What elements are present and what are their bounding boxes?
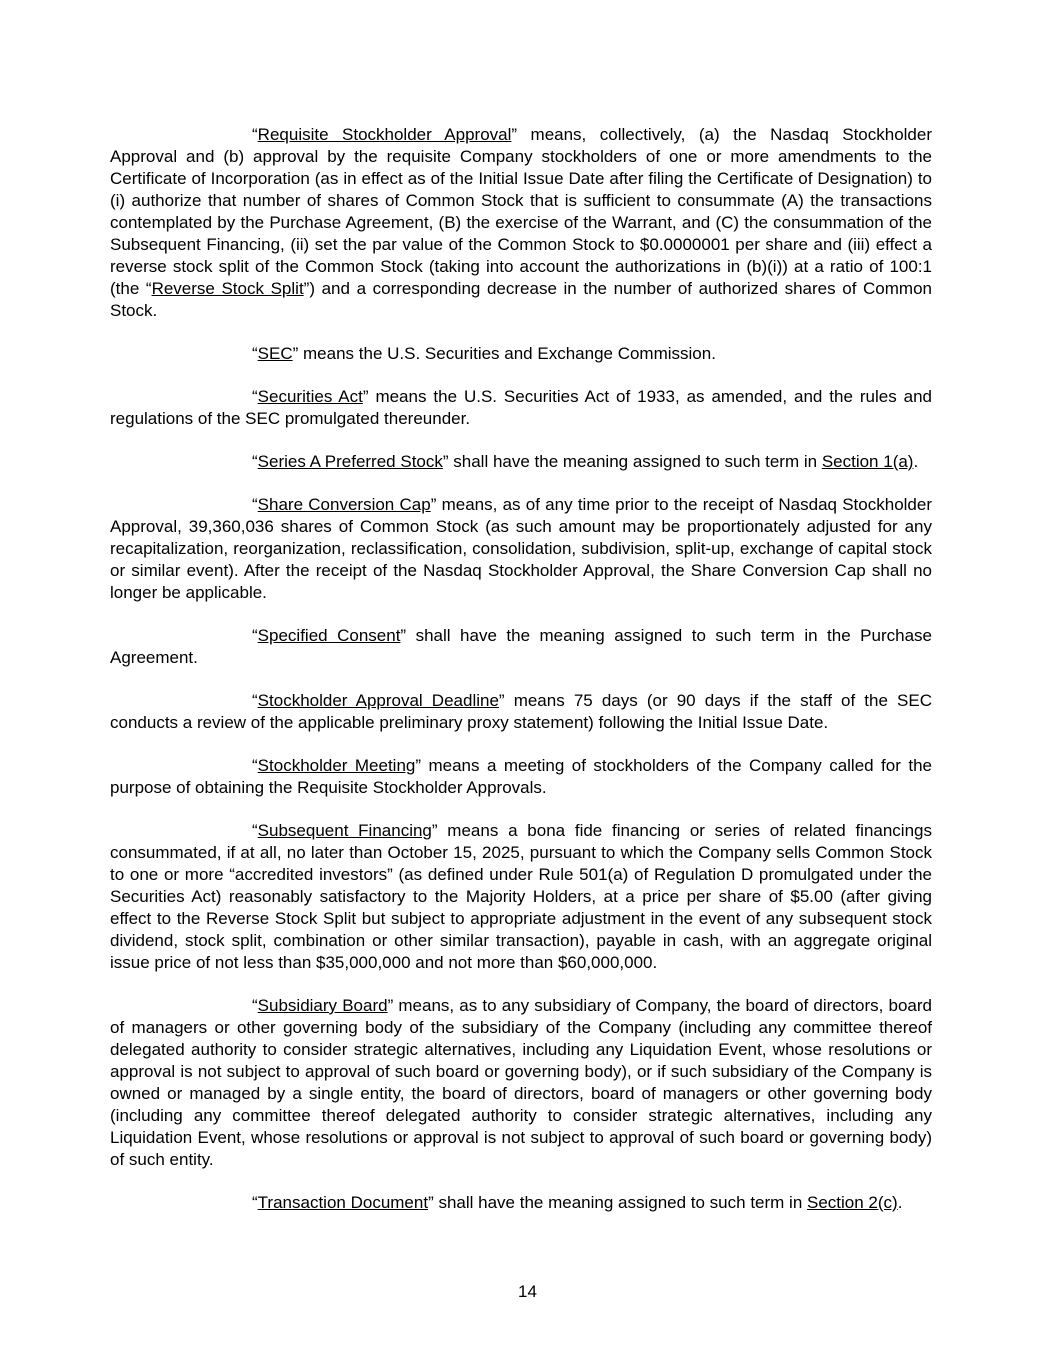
paragraph-text: “ — [252, 387, 258, 406]
paragraph-text: ” means the U.S. Securities and Exchange Commission. — [292, 344, 716, 363]
definition-subsidiary-board — [110, 995, 932, 1171]
page-number: 14 — [518, 1282, 537, 1301]
paragraph-text: . — [897, 1193, 903, 1212]
paragraph-text: ” means a meeting of stockholders of the Company called for the purpose of obtaining the Requisite Stockholder Approvals. — [110, 756, 932, 797]
paragraph-text: “ — [252, 996, 258, 1015]
paragraph-text: “ — [252, 495, 258, 514]
paragraph-text: ” shall have the meaning assigned to such term in the Purchase Agreement. — [110, 626, 932, 667]
term-series-a-preferred-stock: Series A Preferred Stock — [257, 452, 443, 471]
paragraph-text: “ — [252, 452, 258, 471]
definition-share-conversion-cap — [110, 494, 932, 604]
term-subsidiary-board: Subsidiary Board — [257, 996, 388, 1015]
definition-securities-act — [110, 386, 932, 430]
paragraph-text: ” means 75 days (or 90 days if the staff of the SEC conducts a review of the applicable preliminary proxy statement) following the Initial Issue Date. — [110, 691, 932, 732]
paragraph-text: ”) and a corresponding decrease in the number of authorized shares of Common Stock. — [110, 279, 932, 320]
paragraph-text: “ — [252, 1193, 258, 1212]
document-body — [110, 124, 932, 1235]
paragraph-text: “ — [252, 821, 258, 840]
paragraph-text: “ — [252, 626, 258, 645]
definition-requisite-stockholder-approval — [110, 124, 932, 322]
term-reverse-stock-split: Reverse Stock Split — [151, 279, 304, 298]
term-sec: SEC — [257, 344, 293, 363]
cross-reference-section-2c: Section 2(c) — [807, 1193, 898, 1212]
definition-stockholder-meeting — [110, 755, 932, 799]
paragraph-text: “ — [252, 691, 258, 710]
paragraph-text: ” means the U.S. Securities Act of 1933, as amended, and the rules and regulations of the SEC promulgated thereunder. — [110, 387, 932, 428]
definition-subsequent-financing — [110, 820, 932, 974]
definition-series-a-preferred-stock — [110, 451, 932, 473]
paragraph-text: “ — [252, 756, 258, 775]
term-share-conversion-cap: Share Conversion Cap — [257, 495, 431, 514]
term-stockholder-meeting: Stockholder Meeting — [257, 756, 416, 775]
paragraph-text: “ — [252, 125, 258, 144]
paragraph-text: ” means a bona fide financing or series of related financings consummated, if at all, no later than October 15, 2025, pursuant to which the Company sells Common Stock to one or more “accredited investors” (as defined under Rule 501(a) of Regulation D promulgated under the Securities Act) reasonably satisfactory to the Majority Holders, at a price per share of $5.00 (after giving effect to the Reverse Stock Split but subject to appropriate adjustment in the event of any subsequent stock dividend, stock split, combination or other similar transaction), payable in cash, with an aggregate original issue price of not less than $35,000,000 and not more than $60,000,000. — [110, 821, 932, 972]
term-subsequent-financing: Subsequent Financing — [257, 821, 432, 840]
term-securities-act: Securities Act — [257, 387, 363, 406]
paragraph-text: ” shall have the meaning assigned to such term in — [428, 1193, 807, 1212]
definition-stockholder-approval-deadline — [110, 690, 932, 734]
paragraph-text: . — [913, 452, 919, 471]
cross-reference-section-1a: Section 1(a) — [821, 452, 914, 471]
paragraph-text: ” shall have the meaning assigned to such term in — [442, 452, 822, 471]
definition-sec — [110, 343, 932, 365]
definition-transaction-document — [110, 1192, 932, 1214]
paragraph-text: “ — [252, 344, 258, 363]
term-requisite-stockholder-approval: Requisite Stockholder Approval — [257, 125, 512, 144]
definition-specified-consent — [110, 625, 932, 669]
paragraph-text: ” means, as of any time prior to the receipt of Nasdaq Stockholder Approval, 39,360,036 shares of Common Stock (as such amount may be proportionately adjusted for any recapitalization, reorganization, reclassification, consolidation, subdivision, split-up, exchange of capital stock or similar event). After the receipt of the Nasdaq Stockholder Approval, the Share Conversion Cap shall no longer be applicable. — [110, 495, 932, 602]
paragraph-text: ” means, as to any subsidiary of Company, the board of directors, board of managers or other governing body of the subsidiary of the Company (including any committee thereof delegated authority to consider strategic alternatives, including any Liquidation Event, whose resolutions or approval is not subject to approval of such board or governing body), or if such subsidiary of the Company is owned or managed by a single entity, the board of directors, board of managers or other governing body (including any committee thereof delegated authority to consider strategic alternatives, including any Liquidation Event, whose resolutions or approval is not subject to approval of such board or governing body) of such entity. — [110, 996, 932, 1169]
term-stockholder-approval-deadline: Stockholder Approval Deadline — [257, 691, 499, 710]
term-transaction-document: Transaction Document — [257, 1193, 429, 1212]
paragraph-text: ” means, collectively, (a) the Nasdaq Stockholder Approval and (b) approval by the requisite Company stockholders of one or more amendments to the Certificate of Incorporation (as in effect as of the Initial Issue Date after filing the Certificate of Designation) to (i) authorize that number of shares of Common Stock that is sufficient to consummate (A) the transactions contemplated by the Purchase Agreement, (B) the exercise of the Warrant, and (C) the consummation of the Subsequent Financing, (ii) set the par value of the Common Stock to $0.0000001 per share and (iii) effect a reverse stock split of the Common Stock (taking into account the authorizations in (b)(i)) at a ratio of 100:1 (the “ — [110, 125, 933, 298]
term-specified-consent: Specified Consent — [257, 626, 401, 645]
